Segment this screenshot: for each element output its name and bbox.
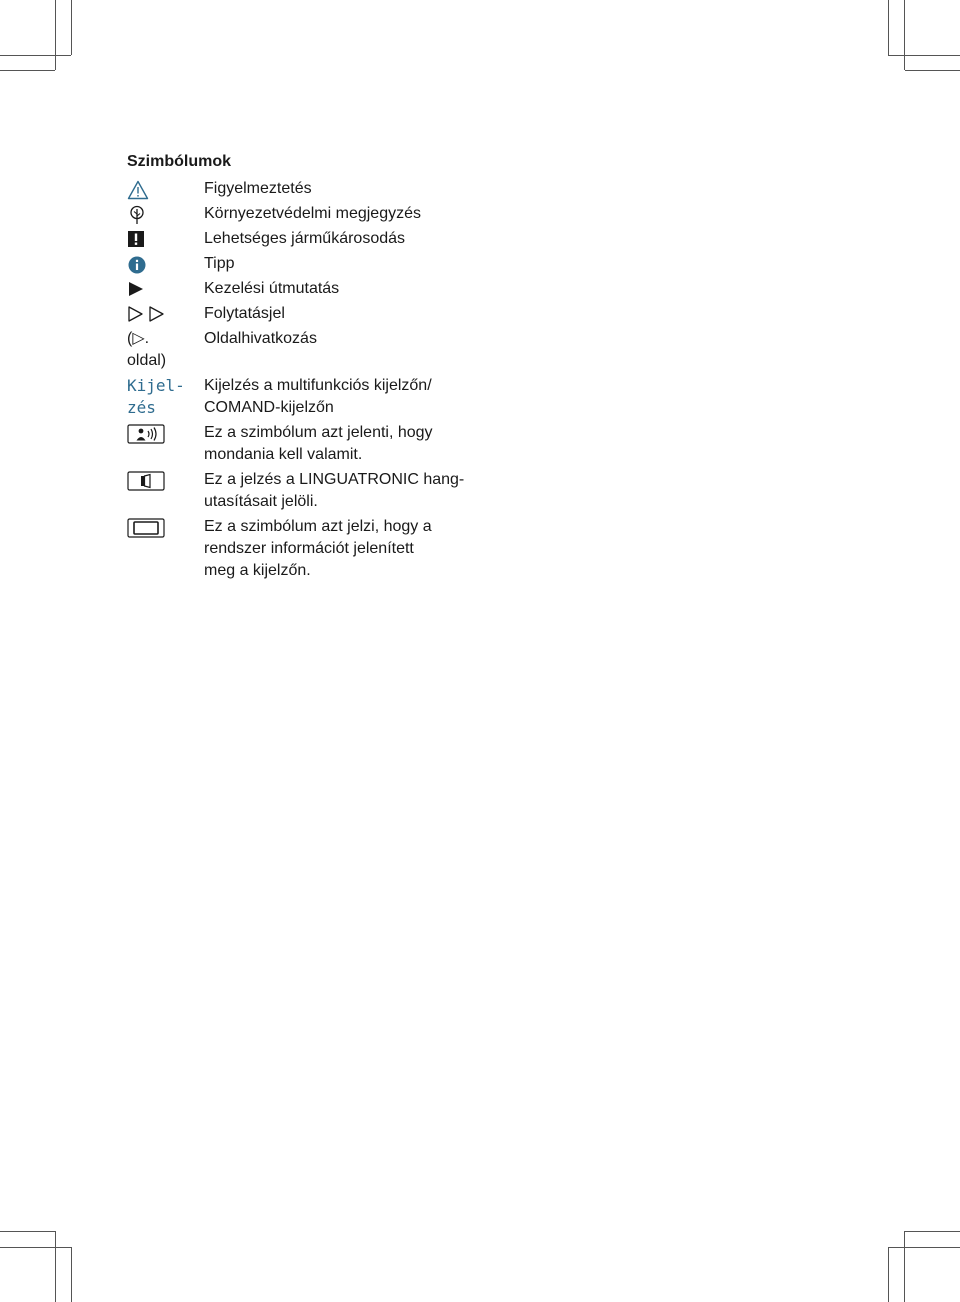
description-line1: Ez a jelzés a LINGUATRONIC hang- [204,471,465,488]
symbol-row-page-reference [127,328,527,372]
description-line2: COMAND-kijelzőn [204,399,334,416]
symbol-description: Oldalhivatkozás [204,330,317,347]
symbol-row-display-text [127,375,527,419]
crop-mark-bottom-right-h2 [888,1247,960,1248]
symbol-row-environment [127,203,527,225]
symbol-description: Folytatásjel [204,305,285,322]
description-line2: utasításait jelöli. [204,493,318,510]
crop-mark-top-right-v [904,0,905,70]
linguatronic-button-icon [127,469,204,491]
crop-mark-bottom-right-h [905,1231,960,1232]
description-line3: meg a kijelzőn. [204,562,311,579]
section-title: Szimbólumok [127,153,232,170]
symbol-description: Lehetséges járműkárosodás [204,230,406,247]
damage-exclamation-icon [127,228,204,250]
symbol-row-instruction [127,278,527,300]
description-line1: Ez a szimbólum azt jelzi, hogy a [204,518,432,535]
symbol-description: Figyelmeztetés [204,180,312,197]
symbol-description [204,422,527,466]
voice-speaker-icon [127,422,204,444]
page-reference-symbol [127,328,204,372]
description-line1: Kijelzés a multifunkciós kijelzőn/ [204,377,432,394]
crop-mark-top-right-h2 [888,55,960,56]
symbol-description [204,516,527,582]
description-line2: rendszer információt jelenített [204,540,414,557]
play-arrow-icon [127,278,204,300]
crop-mark-bottom-left-v2 [71,1247,72,1302]
environment-leaf-icon [127,203,204,225]
symbol-row-voice [127,422,527,466]
crop-mark-top-left-v2 [71,0,72,55]
symbol-description: Kezelési útmutatás [204,280,340,297]
display-text-symbol [127,375,204,419]
crop-mark-top-left-h [0,70,55,71]
symbol-description: Környezetvédelmi megjegyzés [204,205,421,222]
crop-mark-top-right-h [905,70,960,71]
symbol-row-info [127,253,527,275]
display-text-symbol-line1: Kijel- [127,376,185,395]
crop-mark-top-left-h2 [0,55,71,56]
crop-mark-bottom-right-v2 [888,1247,889,1302]
page-reference-symbol-line1: (▷. [127,330,150,347]
crop-mark-top-right-v2 [888,0,889,55]
symbol-row-continuation [127,303,527,325]
crop-mark-bottom-right-v [904,1231,905,1302]
crop-mark-top-left-v [55,0,56,70]
page-reference-symbol-line2: oldal) [127,352,167,369]
symbol-row-damage [127,228,527,250]
crop-mark-bottom-left-h [0,1231,55,1232]
symbols-section [127,152,527,585]
description-line1: Ez a szimbólum azt jelenti, hogy [204,424,433,441]
symbol-description [204,469,527,513]
description-line2: mondania kell valamit. [204,446,363,463]
symbol-row-linguatronic [127,469,527,513]
display-screen-icon [127,516,204,538]
symbol-description: Tipp [204,255,235,272]
continuation-arrows-icon [127,303,204,325]
info-circle-icon [127,253,204,275]
symbol-row-display-screen [127,516,527,582]
display-text-symbol-line2: zés [127,398,156,417]
symbol-description [204,375,527,419]
symbol-row-warning [127,178,527,200]
crop-mark-bottom-left-h2 [0,1247,71,1248]
warning-triangle-icon [127,178,204,200]
crop-mark-bottom-left-v [55,1231,56,1302]
